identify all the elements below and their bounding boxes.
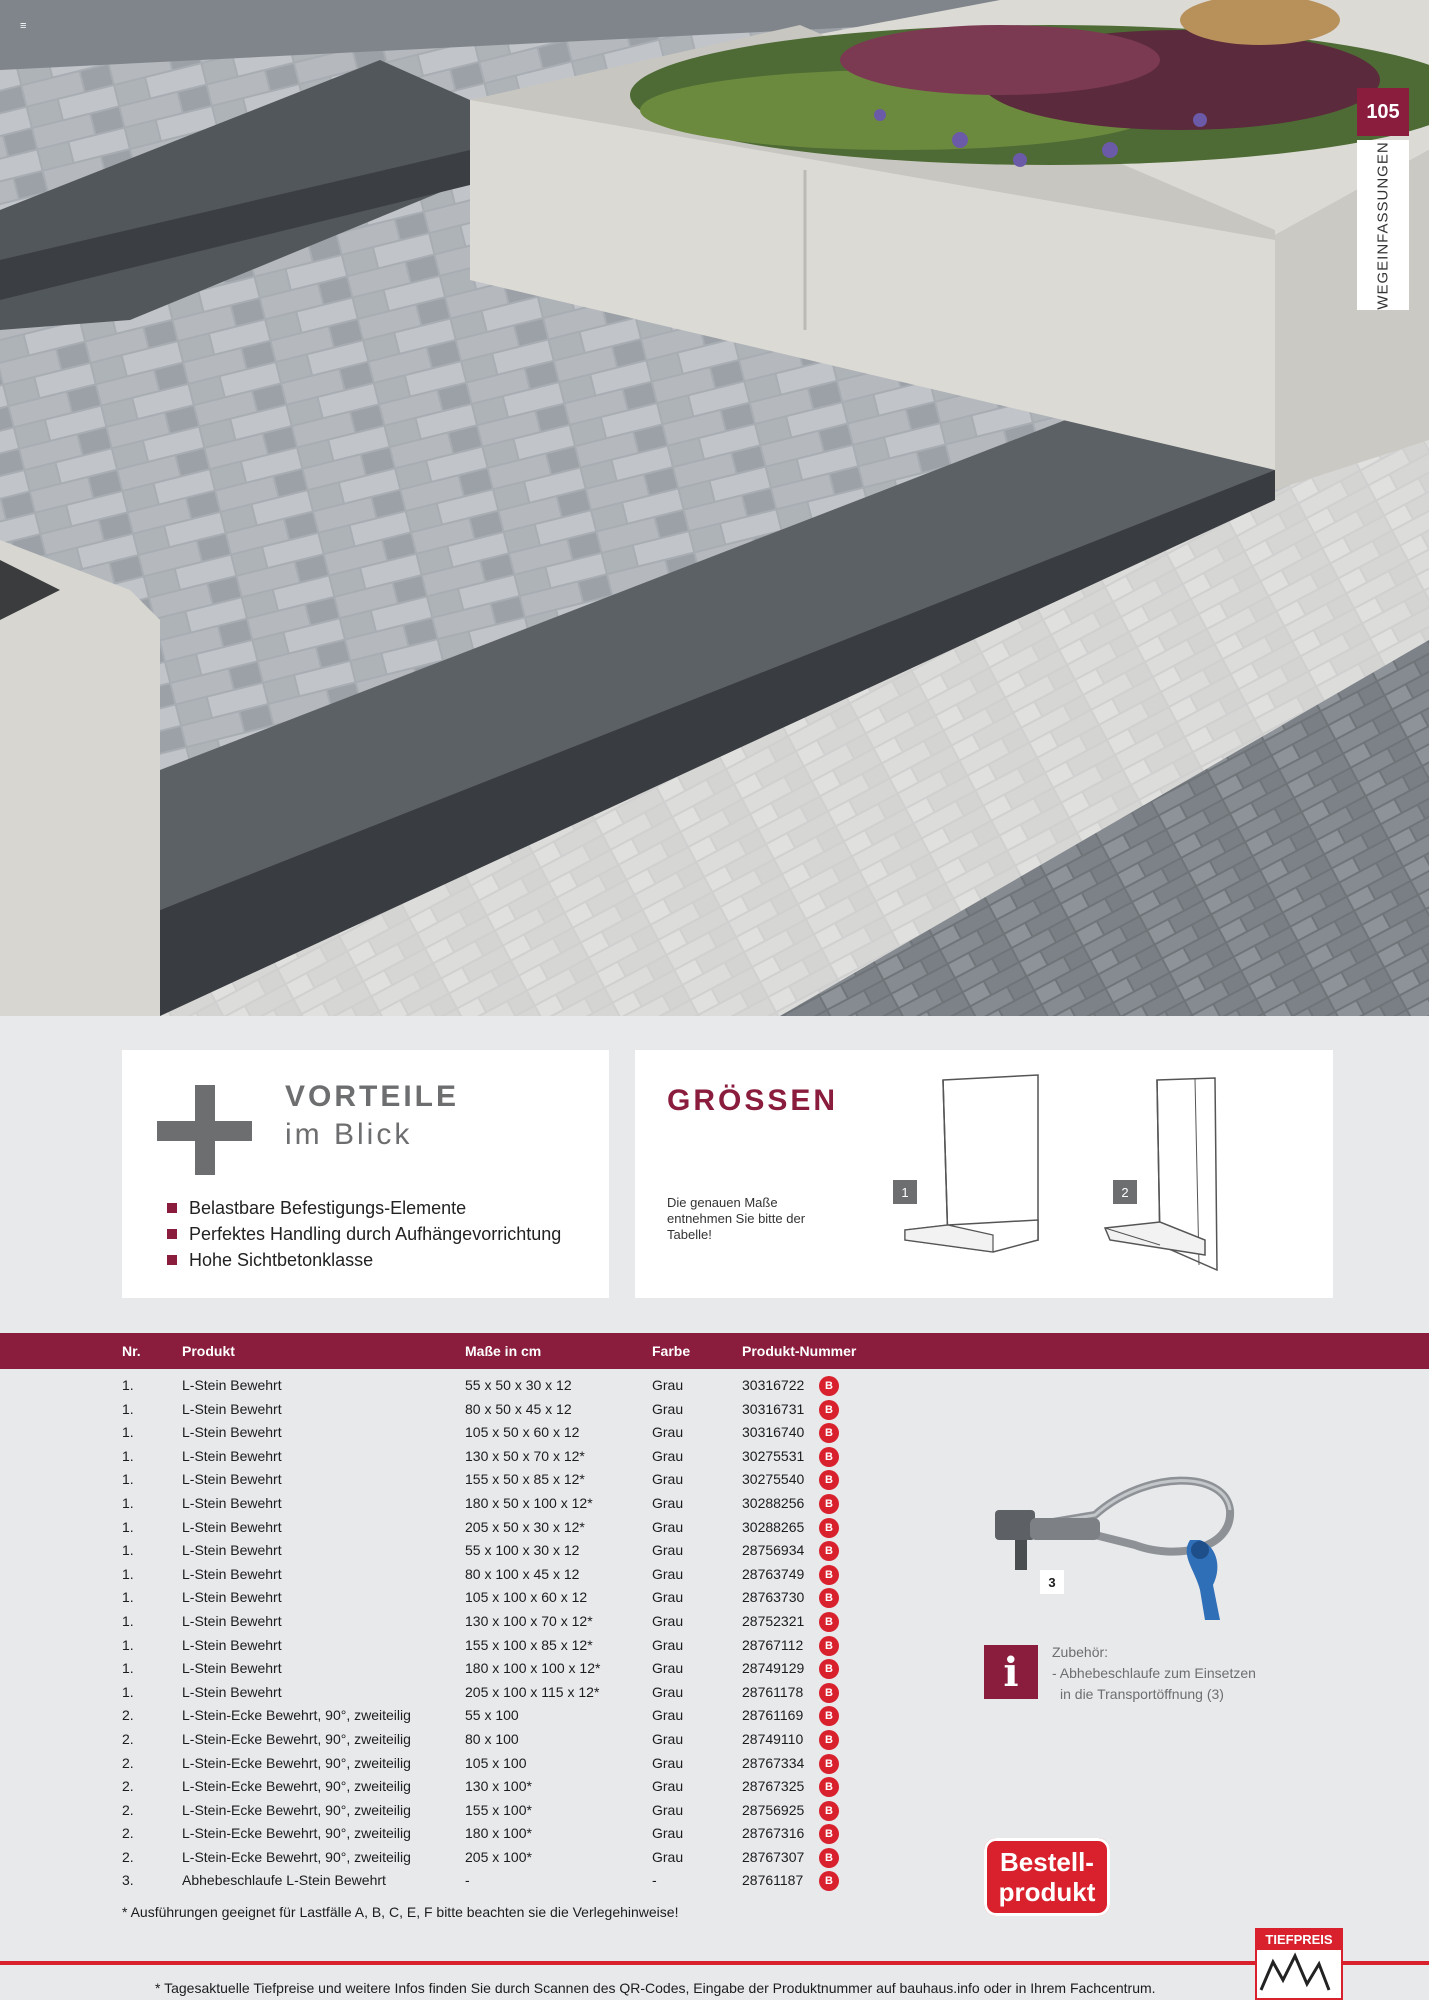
bestell-badge-icon: B bbox=[819, 1376, 839, 1396]
table-row bbox=[0, 1516, 900, 1540]
cell-produkt: L-Stein Bewehrt bbox=[182, 1400, 282, 1417]
table-row bbox=[0, 1681, 900, 1705]
table-row bbox=[0, 1374, 900, 1398]
bullet-square-icon bbox=[167, 1255, 177, 1265]
l-stein-ecke-diagram bbox=[1095, 1070, 1255, 1285]
cell-farbe: Grau bbox=[652, 1565, 684, 1582]
cell-produktnummer: 30316731 bbox=[742, 1400, 805, 1417]
cell-masse: 180 x 50 x 100 x 12* bbox=[465, 1494, 593, 1511]
cell-nr: 2. bbox=[122, 1848, 134, 1865]
cell-nr: 1. bbox=[122, 1683, 134, 1700]
table-row bbox=[0, 1563, 900, 1587]
cell-farbe: Grau bbox=[652, 1848, 684, 1865]
accessory-info bbox=[1052, 1642, 1256, 1705]
list-item-text: Perfektes Handling durch Aufhängevorrichtung bbox=[189, 1224, 562, 1244]
bestell-badge-icon: B bbox=[819, 1706, 839, 1726]
col-header-produktnummer: Produkt-Nummer bbox=[742, 1343, 857, 1359]
cell-nr: 2. bbox=[122, 1801, 134, 1818]
cell-produkt: L-Stein-Ecke Bewehrt, 90°, zweiteilig bbox=[182, 1778, 411, 1795]
table-footnote: * Ausführungen geeignet für Lastfälle A, B, C, E, F bitte beachten sie die Verlegehinweise! bbox=[122, 1904, 679, 1920]
groessen-note: Die genauen Maße entnehmen Sie bitte der Tabelle! bbox=[667, 1195, 806, 1242]
col-header-produkt: Produkt bbox=[182, 1343, 235, 1359]
section-tab-label: WEGEINFASSUNGEN bbox=[1374, 140, 1392, 310]
bestell-badge-icon: B bbox=[819, 1754, 839, 1774]
tiefpreis-logo bbox=[1255, 1928, 1343, 2000]
bestell-line-2: produkt bbox=[998, 1877, 1096, 1907]
cell-farbe: Grau bbox=[652, 1377, 684, 1393]
bestell-badge-icon: B bbox=[819, 1494, 839, 1514]
list-item bbox=[167, 1247, 561, 1273]
table-row bbox=[0, 1775, 900, 1799]
cell-nr: 2. bbox=[122, 1754, 134, 1771]
bestell-badge-icon: B bbox=[819, 1730, 839, 1750]
cell-farbe: Grau bbox=[652, 1801, 684, 1818]
accessory-title: Zubehör: bbox=[1052, 1644, 1109, 1660]
cell-produkt: L-Stein Bewehrt bbox=[182, 1377, 282, 1393]
cell-produkt: L-Stein-Ecke Bewehrt, 90°, zweiteilig bbox=[182, 1825, 411, 1842]
table-row bbox=[0, 1752, 900, 1776]
cell-masse: 80 x 50 x 45 x 12 bbox=[465, 1400, 572, 1417]
bullet-square-icon bbox=[167, 1203, 177, 1213]
vorteile-title: VORTEILE bbox=[285, 1080, 460, 1113]
cell-produkt: L-Stein Bewehrt bbox=[182, 1542, 282, 1559]
cell-masse: 105 x 100 bbox=[465, 1754, 527, 1771]
cell-produktnummer: 30316722 bbox=[742, 1377, 805, 1393]
table-row bbox=[0, 1728, 900, 1752]
cell-masse: 130 x 100* bbox=[465, 1778, 532, 1795]
cell-produkt: L-Stein-Ecke Bewehrt, 90°, zweiteilig bbox=[182, 1730, 411, 1747]
bestell-badge-icon: B bbox=[819, 1824, 839, 1844]
cell-farbe: Grau bbox=[652, 1778, 684, 1795]
bestell-badge-icon: B bbox=[819, 1541, 839, 1561]
cell-masse: 155 x 50 x 85 x 12* bbox=[465, 1471, 585, 1488]
abhebeschlaufe-image bbox=[975, 1460, 1275, 1620]
accessory-line-1: - Abhebeschlaufe zum Einsetzen bbox=[1052, 1665, 1256, 1681]
bestell-badge-icon: B bbox=[819, 1518, 839, 1538]
cell-farbe: Grau bbox=[652, 1494, 684, 1511]
menu-mark: ≡ bbox=[20, 20, 27, 32]
cell-nr: 1. bbox=[122, 1518, 134, 1535]
cell-produkt: L-Stein Bewehrt bbox=[182, 1636, 282, 1653]
bestell-badge-icon: B bbox=[819, 1848, 839, 1868]
tiefpreis-graph-icon bbox=[1257, 1950, 1341, 1998]
cell-nr: 1. bbox=[122, 1612, 134, 1629]
bestell-badge-icon: B bbox=[819, 1871, 839, 1891]
cell-nr: 1. bbox=[122, 1377, 134, 1393]
cell-produkt: L-Stein-Ecke Bewehrt, 90°, zweiteilig bbox=[182, 1848, 411, 1865]
cell-produkt: L-Stein Bewehrt bbox=[182, 1589, 282, 1606]
cell-nr: 3. bbox=[122, 1872, 134, 1889]
cell-farbe: Grau bbox=[652, 1447, 684, 1464]
footer-rule bbox=[0, 1961, 1429, 1965]
list-item-text: Belastbare Befestigungs-Elemente bbox=[189, 1198, 467, 1218]
bestell-badge-icon: B bbox=[819, 1400, 839, 1420]
cell-nr: 1. bbox=[122, 1565, 134, 1582]
cell-produktnummer: 28767325 bbox=[742, 1778, 805, 1795]
table-row bbox=[0, 1586, 900, 1610]
bestell-line-1: Bestell- bbox=[1000, 1847, 1094, 1877]
figure-badge-1: 1 bbox=[893, 1180, 917, 1204]
cell-produktnummer: 28761178 bbox=[742, 1683, 804, 1700]
cell-masse: 130 x 50 x 70 x 12* bbox=[465, 1447, 585, 1464]
cell-masse: - bbox=[465, 1872, 470, 1889]
cell-masse: 155 x 100 x 85 x 12* bbox=[465, 1636, 593, 1653]
figure-badge-2: 2 bbox=[1113, 1180, 1137, 1204]
col-header-masse: Maße in cm bbox=[465, 1343, 542, 1359]
bestell-badge-icon: B bbox=[819, 1659, 839, 1679]
cell-produktnummer: 28761169 bbox=[742, 1707, 804, 1724]
cell-produkt: L-Stein Bewehrt bbox=[182, 1612, 282, 1629]
cell-farbe: Grau bbox=[652, 1636, 684, 1653]
l-stein-diagram bbox=[893, 1070, 1053, 1285]
table-row bbox=[0, 1610, 900, 1634]
list-item-text: Hohe Sichtbetonklasse bbox=[189, 1250, 374, 1270]
bestell-badge-icon: B bbox=[819, 1636, 839, 1656]
vorteile-subtitle: im Blick bbox=[285, 1118, 413, 1151]
cell-produkt: L-Stein Bewehrt bbox=[182, 1660, 282, 1677]
cell-farbe: Grau bbox=[652, 1754, 684, 1771]
cell-nr: 2. bbox=[122, 1730, 134, 1747]
cell-produkt: Abhebeschlaufe L-Stein Bewehrt bbox=[182, 1872, 386, 1889]
cell-produktnummer: 28763730 bbox=[742, 1589, 805, 1606]
bestell-badge-icon: B bbox=[819, 1777, 839, 1797]
bestell-badge-icon: B bbox=[819, 1423, 839, 1443]
bestellprodukt-badge bbox=[984, 1838, 1110, 1916]
cell-nr: 1. bbox=[122, 1447, 134, 1464]
cell-masse: 80 x 100 bbox=[465, 1730, 519, 1747]
table-header bbox=[0, 1333, 1429, 1369]
table-row bbox=[0, 1846, 900, 1870]
cell-masse: 55 x 50 x 30 x 12 bbox=[465, 1377, 572, 1393]
cell-produktnummer: 30288256 bbox=[742, 1494, 805, 1511]
cell-masse: 55 x 100 x 30 x 12 bbox=[465, 1542, 580, 1559]
cell-produktnummer: 28767112 bbox=[742, 1636, 804, 1653]
product-table bbox=[0, 1374, 900, 1893]
cell-nr: 1. bbox=[122, 1636, 134, 1653]
vorteile-list bbox=[167, 1195, 561, 1273]
groessen-box bbox=[635, 1050, 1333, 1298]
info-icon: i bbox=[984, 1645, 1038, 1699]
table-row bbox=[0, 1799, 900, 1823]
cell-farbe: Grau bbox=[652, 1400, 684, 1417]
cell-farbe: Grau bbox=[652, 1660, 684, 1677]
col-header-farbe: Farbe bbox=[652, 1343, 691, 1359]
cell-produktnummer: 28767307 bbox=[742, 1848, 805, 1865]
cell-produkt: L-Stein-Ecke Bewehrt, 90°, zweiteilig bbox=[182, 1801, 411, 1818]
cell-farbe: - bbox=[652, 1872, 657, 1889]
cell-produktnummer: 28767334 bbox=[742, 1754, 805, 1771]
cell-masse: 105 x 100 x 60 x 12 bbox=[465, 1589, 588, 1606]
accessory-line-2: in die Transportöffnung (3) bbox=[1060, 1686, 1224, 1702]
cell-nr: 1. bbox=[122, 1589, 134, 1606]
cell-produkt: L-Stein Bewehrt bbox=[182, 1565, 282, 1582]
cell-masse: 205 x 100* bbox=[465, 1848, 532, 1865]
cell-farbe: Grau bbox=[652, 1518, 684, 1535]
cell-nr: 1. bbox=[122, 1660, 134, 1677]
bestell-badge-icon: B bbox=[819, 1447, 839, 1467]
table-row bbox=[0, 1704, 900, 1728]
plus-icon bbox=[157, 1085, 252, 1175]
table-row bbox=[0, 1421, 900, 1445]
cell-masse: 55 x 100 bbox=[465, 1707, 519, 1724]
cell-nr: 2. bbox=[122, 1825, 134, 1842]
cell-nr: 1. bbox=[122, 1542, 134, 1559]
table-row bbox=[0, 1492, 900, 1516]
table-row bbox=[0, 1398, 900, 1422]
cell-masse: 105 x 50 x 60 x 12 bbox=[465, 1424, 580, 1441]
cell-produktnummer: 28761187 bbox=[742, 1872, 804, 1889]
cell-produktnummer: 28756934 bbox=[742, 1542, 805, 1559]
cell-masse: 130 x 100 x 70 x 12* bbox=[465, 1612, 593, 1629]
page-number: 105 bbox=[1357, 88, 1409, 136]
cell-nr: 1. bbox=[122, 1400, 134, 1417]
cell-produktnummer: 30316740 bbox=[742, 1424, 805, 1441]
cell-produktnummer: 28749110 bbox=[742, 1730, 804, 1747]
cell-masse: 180 x 100 x 100 x 12* bbox=[465, 1660, 601, 1677]
cell-farbe: Grau bbox=[652, 1542, 684, 1559]
bullet-square-icon bbox=[167, 1229, 177, 1239]
bestell-badge-icon: B bbox=[819, 1683, 839, 1703]
cell-produkt: L-Stein-Ecke Bewehrt, 90°, zweiteilig bbox=[182, 1754, 411, 1771]
cell-farbe: Grau bbox=[652, 1589, 684, 1606]
groessen-title: GRÖSSEN bbox=[667, 1084, 839, 1117]
accessory-number-badge: 3 bbox=[1040, 1570, 1064, 1594]
cell-nr: 1. bbox=[122, 1494, 134, 1511]
cell-produktnummer: 28767316 bbox=[742, 1825, 805, 1842]
cell-farbe: Grau bbox=[652, 1707, 684, 1724]
table-row bbox=[0, 1869, 900, 1893]
cell-masse: 80 x 100 x 45 x 12 bbox=[465, 1565, 580, 1582]
list-item bbox=[167, 1221, 561, 1247]
bestell-badge-icon: B bbox=[819, 1565, 839, 1585]
cell-masse: 205 x 50 x 30 x 12* bbox=[465, 1518, 585, 1535]
table-row bbox=[0, 1822, 900, 1846]
cell-farbe: Grau bbox=[652, 1825, 684, 1842]
cell-produkt: L-Stein Bewehrt bbox=[182, 1424, 282, 1441]
cell-farbe: Grau bbox=[652, 1471, 684, 1488]
cell-masse: 180 x 100* bbox=[465, 1825, 532, 1842]
cell-farbe: Grau bbox=[652, 1730, 684, 1747]
table-row bbox=[0, 1445, 900, 1469]
col-header-nr: Nr. bbox=[122, 1343, 141, 1359]
list-item bbox=[167, 1195, 561, 1221]
cell-produktnummer: 28763749 bbox=[742, 1565, 805, 1582]
footer-footnote: * Tagesaktuelle Tiefpreise und weitere Infos finden Sie durch Scannen des QR-Codes, Eingabe der Produktnummer auf bauhaus.info oder in Ihrem Fachcentrum. bbox=[155, 1980, 1156, 1996]
cell-produktnummer: 28752321 bbox=[742, 1612, 805, 1629]
bestell-badge-icon: B bbox=[819, 1801, 839, 1821]
bestell-badge-icon: B bbox=[819, 1612, 839, 1632]
bestell-badge-icon: B bbox=[819, 1470, 839, 1490]
table-row bbox=[0, 1634, 900, 1658]
cell-masse: 205 x 100 x 115 x 12* bbox=[465, 1683, 600, 1700]
cell-masse: 155 x 100* bbox=[465, 1801, 532, 1818]
table-row bbox=[0, 1539, 900, 1563]
cell-nr: 1. bbox=[122, 1424, 134, 1441]
cell-farbe: Grau bbox=[652, 1424, 684, 1441]
cell-produktnummer: 30275531 bbox=[742, 1447, 805, 1464]
cell-produkt: L-Stein Bewehrt bbox=[182, 1447, 282, 1464]
table-row bbox=[0, 1468, 900, 1492]
cell-nr: 2. bbox=[122, 1707, 134, 1724]
cell-produktnummer: 28756925 bbox=[742, 1801, 805, 1818]
cell-produkt: L-Stein-Ecke Bewehrt, 90°, zweiteilig bbox=[182, 1707, 411, 1724]
section-tab bbox=[1357, 140, 1409, 310]
cell-nr: 2. bbox=[122, 1778, 134, 1795]
cell-produktnummer: 30275540 bbox=[742, 1471, 805, 1488]
bestell-badge-icon: B bbox=[819, 1588, 839, 1608]
cell-produktnummer: 28749129 bbox=[742, 1660, 805, 1677]
cell-farbe: Grau bbox=[652, 1683, 684, 1700]
tiefpreis-label: TIEFPREIS bbox=[1257, 1930, 1341, 1950]
table-row bbox=[0, 1657, 900, 1681]
cell-produkt: L-Stein Bewehrt bbox=[182, 1494, 282, 1511]
cell-produktnummer: 30288265 bbox=[742, 1518, 805, 1535]
cell-farbe: Grau bbox=[652, 1612, 684, 1629]
cell-produkt: L-Stein Bewehrt bbox=[182, 1471, 282, 1488]
cell-nr: 1. bbox=[122, 1471, 134, 1488]
vorteile-box bbox=[122, 1050, 609, 1298]
cell-produkt: L-Stein Bewehrt bbox=[182, 1518, 282, 1535]
cell-produkt: L-Stein Bewehrt bbox=[182, 1683, 282, 1700]
